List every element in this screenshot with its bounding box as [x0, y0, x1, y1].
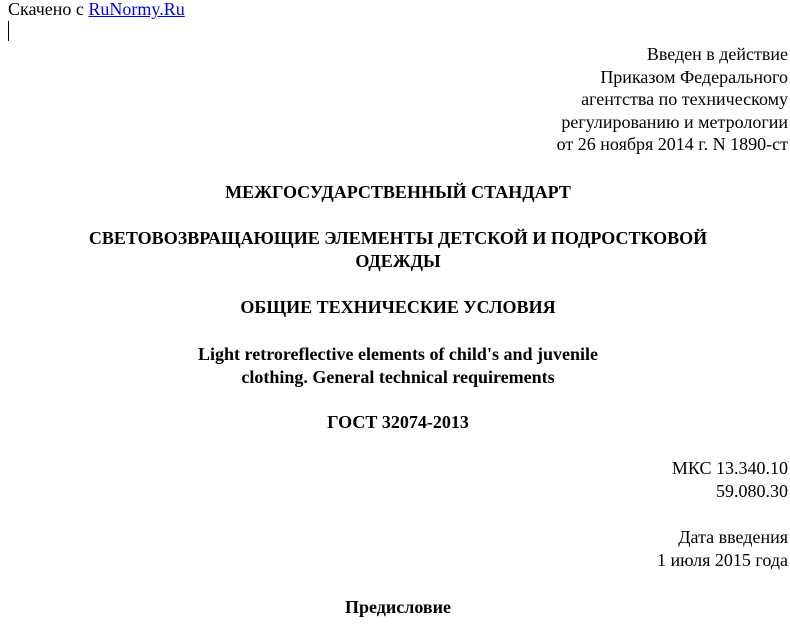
- english-title-line: Light retroreflective elements of child's and juvenile: [198, 344, 598, 364]
- standard-code: ГОСТ 32074-2013: [327, 412, 469, 432]
- standard-english-title: [0, 343, 790, 389]
- standard-title-line: ОДЕЖДЫ: [355, 251, 441, 271]
- enactment-line: регулированию и метрологии: [561, 111, 788, 132]
- foreword-heading: Предисловие: [345, 597, 451, 617]
- introduction-date: [488, 526, 788, 572]
- enactment-line: от 26 ноября 2014 г. N 1890-ст: [556, 134, 788, 154]
- enactment-line: Введен в действие: [646, 44, 788, 64]
- standard-type-heading: МЕЖГОСУДАРСТВЕННЫЙ СТАНДАРТ: [225, 182, 571, 202]
- classification-line: МКС 13.340.10: [671, 458, 788, 478]
- classification-codes: [488, 457, 788, 503]
- classification-line: 59.080.30: [716, 481, 788, 501]
- introduction-date-value: 1 июля 2015 года: [657, 550, 788, 570]
- enactment-line: агентства по техническому: [581, 89, 788, 109]
- text-cursor: [8, 21, 9, 41]
- english-title-line: clothing. General technical requirements: [241, 367, 555, 387]
- enactment-line: Приказом Федерального: [600, 66, 788, 87]
- source-prefix: Скачено с: [8, 0, 89, 19]
- standard-title-line: СВЕТОВОЗВРАЩАЮЩИЕ ЭЛЕМЕНТЫ ДЕТСКОЙ И ПОДРОСТКОВОЙ: [88, 228, 708, 248]
- standard-title: [0, 227, 790, 273]
- source-line: [8, 0, 185, 20]
- enactment-note: [388, 43, 788, 156]
- source-link[interactable]: RuNormy.Ru: [88, 0, 185, 19]
- standard-subtitle: ОБЩИЕ ТЕХНИЧЕСКИЕ УСЛОВИЯ: [240, 297, 556, 317]
- introduction-date-label: Дата введения: [678, 527, 788, 547]
